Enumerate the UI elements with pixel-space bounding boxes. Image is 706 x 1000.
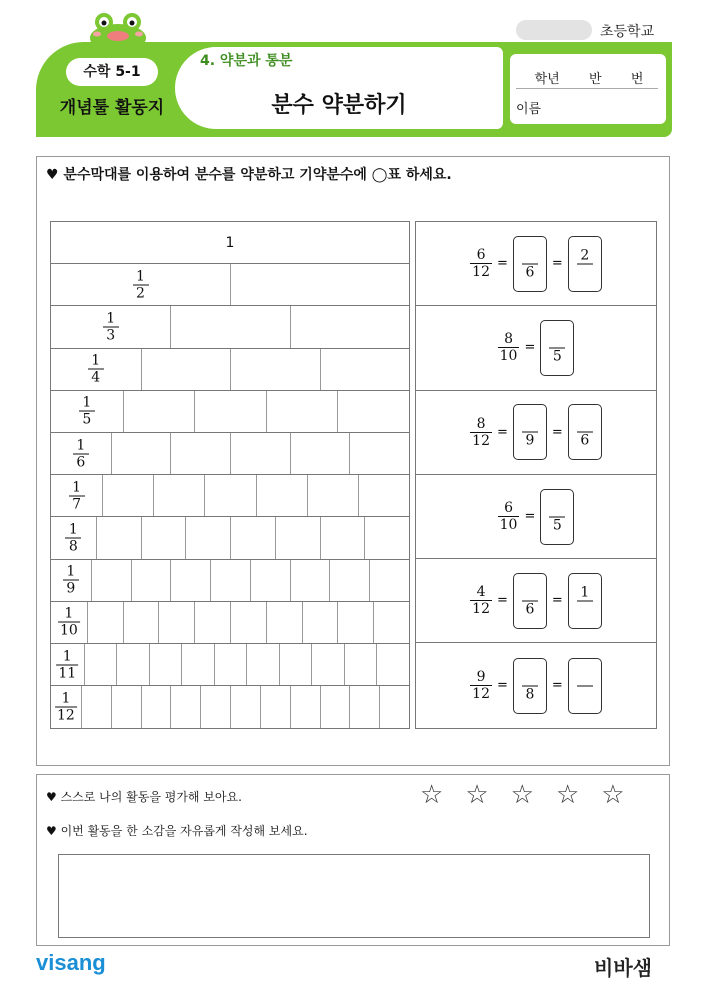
fraction bbox=[65, 521, 81, 554]
bar-row bbox=[51, 433, 409, 475]
denominator: 10 bbox=[59, 622, 78, 639]
equals-sign: = bbox=[497, 593, 508, 609]
denominator: 12 bbox=[56, 707, 75, 724]
answer-box[interactable] bbox=[513, 404, 547, 460]
bar-cell[interactable] bbox=[256, 475, 307, 516]
whole-label: 1 bbox=[225, 234, 235, 251]
numerator: 1 bbox=[62, 648, 72, 665]
bar-cell[interactable] bbox=[123, 391, 195, 432]
bar-cell[interactable] bbox=[320, 686, 350, 728]
fraction bbox=[577, 416, 593, 449]
fraction bbox=[549, 331, 565, 364]
answer-box[interactable] bbox=[513, 573, 547, 629]
fraction bbox=[69, 479, 85, 512]
problem-row bbox=[416, 222, 656, 306]
bar-cell[interactable] bbox=[111, 686, 141, 728]
bar-cell[interactable] bbox=[204, 475, 255, 516]
denominator: 8 bbox=[522, 685, 538, 702]
bar-cell[interactable] bbox=[290, 433, 350, 474]
bar-cell[interactable] bbox=[337, 391, 409, 432]
star-icon[interactable]: ☆ bbox=[555, 780, 580, 810]
equals-sign: = bbox=[524, 509, 536, 525]
bar-cell[interactable] bbox=[185, 517, 230, 558]
school-name-field[interactable] bbox=[516, 20, 592, 40]
bar-cell[interactable] bbox=[200, 686, 230, 728]
fraction bbox=[522, 247, 538, 280]
bar-row bbox=[51, 306, 409, 348]
activity-title: 개념툴 활동지 bbox=[59, 98, 165, 118]
denominator: 10 bbox=[499, 517, 518, 534]
unit-label: 4. 약분과 통분 bbox=[200, 53, 293, 69]
divider bbox=[516, 88, 658, 89]
equals-sign: = bbox=[551, 256, 563, 272]
fraction bbox=[577, 584, 593, 617]
bar-cell[interactable] bbox=[373, 602, 409, 643]
answer-box[interactable] bbox=[540, 489, 574, 545]
denominator: 9 bbox=[522, 432, 538, 449]
bar-row bbox=[51, 560, 409, 602]
denominator: 12 bbox=[472, 264, 490, 281]
numerator: 1 bbox=[580, 584, 590, 601]
fraction bbox=[470, 247, 492, 280]
fraction bbox=[88, 353, 104, 386]
grade-label: 학년 bbox=[534, 72, 560, 87]
denominator: 6 bbox=[577, 432, 593, 449]
numerator bbox=[552, 500, 562, 516]
bar-row bbox=[51, 686, 409, 728]
bar-row bbox=[51, 602, 409, 644]
numerator: 8 bbox=[504, 331, 513, 348]
star-icon[interactable]: ☆ bbox=[465, 780, 489, 810]
bar-row bbox=[51, 349, 409, 391]
bar-cell[interactable] bbox=[141, 349, 231, 390]
bar-cell[interactable] bbox=[250, 560, 290, 601]
problem-row bbox=[416, 559, 656, 643]
bar-cell[interactable] bbox=[302, 602, 338, 643]
answer-box[interactable] bbox=[540, 320, 574, 376]
answer-box[interactable] bbox=[513, 236, 547, 292]
bar-cell[interactable] bbox=[141, 517, 186, 558]
numerator: 1 bbox=[76, 437, 86, 454]
equals-sign: = bbox=[551, 593, 563, 609]
bar-cell[interactable] bbox=[358, 475, 409, 516]
answer-box[interactable] bbox=[568, 404, 602, 460]
bar-cell[interactable] bbox=[214, 644, 247, 685]
denominator bbox=[577, 685, 593, 702]
numerator bbox=[552, 331, 562, 347]
fraction-bars bbox=[50, 221, 410, 729]
answer-box[interactable] bbox=[568, 236, 602, 292]
denominator: 6 bbox=[522, 600, 538, 617]
bar-cell[interactable] bbox=[307, 475, 358, 516]
star-icon[interactable]: ☆ bbox=[601, 780, 625, 810]
bar-row bbox=[51, 391, 409, 433]
fraction bbox=[470, 669, 492, 702]
reflection-prompt: ♥ 이번 활동을 한 소감을 자유롭게 작성해 보세요. bbox=[46, 824, 308, 838]
bar-cell[interactable] bbox=[379, 686, 409, 728]
bar-cell[interactable] bbox=[87, 602, 123, 643]
denominator: 6 bbox=[522, 263, 538, 280]
equals-sign: = bbox=[497, 256, 508, 272]
numerator: 9 bbox=[476, 669, 486, 686]
bar-cell[interactable] bbox=[51, 349, 141, 390]
numerator: 4 bbox=[476, 584, 486, 601]
bar-cell[interactable] bbox=[369, 560, 409, 601]
denominator: 12 bbox=[472, 432, 490, 449]
numerator: 6 bbox=[504, 500, 513, 517]
bar-cell[interactable] bbox=[170, 686, 200, 728]
fraction bbox=[73, 437, 89, 470]
bar-cell[interactable] bbox=[81, 686, 111, 728]
instruction: ♥ 분수막대를 이용하여 분수를 약분하고 기약분수에 ◯표 하세요. bbox=[46, 167, 452, 183]
fraction bbox=[498, 331, 520, 364]
bar-cell[interactable] bbox=[51, 475, 102, 516]
bar-cell[interactable] bbox=[84, 644, 117, 685]
bar-cell[interactable] bbox=[194, 391, 266, 432]
denominator: 6 bbox=[73, 453, 89, 470]
denominator: 5 bbox=[549, 347, 565, 364]
frog-mascot-icon bbox=[88, 12, 148, 46]
fraction bbox=[55, 691, 77, 724]
bar-cell[interactable] bbox=[320, 349, 410, 390]
denominator: 7 bbox=[69, 495, 85, 512]
answer-box[interactable] bbox=[568, 573, 602, 629]
bar-row bbox=[51, 475, 409, 517]
numerator: 6 bbox=[476, 247, 486, 264]
problem-row bbox=[416, 306, 656, 390]
reflection-input[interactable] bbox=[58, 854, 650, 938]
bar-row-whole bbox=[51, 222, 409, 264]
fraction bbox=[79, 395, 95, 428]
bar-cell[interactable] bbox=[290, 560, 330, 601]
bar-cell[interactable] bbox=[51, 306, 170, 347]
denominator: 8 bbox=[65, 537, 81, 554]
numerator bbox=[525, 669, 535, 685]
bar-cell[interactable] bbox=[266, 602, 302, 643]
denominator bbox=[577, 263, 593, 280]
bar-cell[interactable] bbox=[141, 686, 171, 728]
bar-cell[interactable] bbox=[131, 560, 171, 601]
fraction bbox=[577, 669, 593, 702]
visang-logo: visang bbox=[36, 950, 106, 975]
denominator: 4 bbox=[88, 369, 104, 386]
bar-cell[interactable] bbox=[320, 517, 365, 558]
fraction bbox=[133, 268, 149, 301]
bar-cell[interactable] bbox=[181, 644, 214, 685]
grade-fields[interactable] bbox=[520, 68, 658, 87]
bar-cell[interactable] bbox=[349, 686, 379, 728]
problem-row bbox=[416, 475, 656, 559]
bar-cell[interactable] bbox=[230, 602, 266, 643]
bar-cell[interactable] bbox=[260, 686, 290, 728]
bar-row bbox=[51, 644, 409, 686]
bar-cell[interactable] bbox=[51, 644, 84, 685]
bar-cell[interactable] bbox=[51, 264, 230, 305]
bar-cell[interactable] bbox=[290, 306, 409, 347]
equals-sign: = bbox=[524, 340, 536, 356]
equals-sign: = bbox=[551, 424, 563, 440]
bar-cell[interactable] bbox=[344, 644, 377, 685]
numerator bbox=[580, 416, 590, 432]
numerator: 1 bbox=[136, 268, 145, 285]
bar-cell[interactable] bbox=[51, 686, 81, 728]
bar-cell[interactable] bbox=[230, 433, 290, 474]
denominator bbox=[577, 600, 593, 617]
bar-cell[interactable] bbox=[149, 644, 182, 685]
denominator: 5 bbox=[79, 411, 95, 428]
school-label: 초등학교 bbox=[600, 24, 655, 40]
fraction bbox=[549, 500, 565, 533]
bar-cell[interactable] bbox=[349, 433, 409, 474]
bar-cell[interactable] bbox=[230, 264, 409, 305]
numerator bbox=[580, 669, 590, 685]
bar-cell[interactable] bbox=[158, 602, 194, 643]
bar-cell[interactable] bbox=[170, 306, 289, 347]
bar-cell[interactable] bbox=[337, 602, 373, 643]
fraction bbox=[498, 500, 520, 533]
numerator: 1 bbox=[106, 310, 116, 327]
numerator: 8 bbox=[476, 415, 486, 432]
denominator: 12 bbox=[472, 601, 490, 618]
numerator: 1 bbox=[68, 521, 78, 538]
numerator: 1 bbox=[72, 479, 82, 496]
numerator: 1 bbox=[61, 690, 71, 707]
denominator: 10 bbox=[499, 348, 518, 365]
bar-cell[interactable] bbox=[230, 349, 320, 390]
denominator: 2 bbox=[133, 284, 149, 301]
fraction bbox=[63, 564, 79, 597]
numerator: 1 bbox=[64, 605, 74, 622]
page-title: 분수 약분하기 bbox=[271, 93, 407, 118]
bar-cell[interactable] bbox=[51, 391, 123, 432]
star-icon[interactable]: ☆ bbox=[420, 780, 444, 810]
fraction bbox=[522, 669, 538, 702]
bar-cell[interactable] bbox=[290, 686, 320, 728]
problem-column bbox=[415, 221, 657, 729]
denominator: 12 bbox=[472, 686, 490, 703]
bar-cell[interactable] bbox=[230, 686, 260, 728]
fraction bbox=[522, 416, 538, 449]
equals-sign: = bbox=[497, 424, 508, 440]
bar-cell[interactable] bbox=[376, 644, 409, 685]
fraction bbox=[470, 416, 492, 449]
answer-box[interactable] bbox=[513, 658, 547, 714]
subject-pill: 수학 5-1 bbox=[66, 58, 158, 86]
numerator bbox=[525, 247, 535, 263]
bar-cell[interactable] bbox=[329, 560, 369, 601]
bar-cell[interactable] bbox=[230, 517, 275, 558]
bar-cell[interactable] bbox=[51, 560, 91, 601]
bar-cell[interactable] bbox=[96, 517, 141, 558]
fraction bbox=[103, 310, 119, 343]
numerator: 2 bbox=[580, 247, 590, 264]
bar-cell[interactable] bbox=[311, 644, 344, 685]
bar-cell[interactable] bbox=[51, 517, 96, 558]
self-eval-prompt: ♥ 스스로 나의 활동을 평가해 보아요. bbox=[46, 790, 242, 804]
equals-sign: = bbox=[497, 678, 508, 694]
numerator: 1 bbox=[66, 563, 76, 580]
star-rating[interactable] bbox=[420, 780, 625, 810]
bar-cell[interactable] bbox=[153, 475, 204, 516]
fraction bbox=[58, 606, 80, 639]
bar-cell[interactable] bbox=[116, 644, 149, 685]
star-icon[interactable]: ☆ bbox=[510, 780, 534, 810]
fraction bbox=[470, 584, 492, 617]
fraction bbox=[577, 247, 593, 280]
denominator: 9 bbox=[63, 580, 79, 597]
denominator: 5 bbox=[549, 516, 565, 533]
numerator bbox=[525, 584, 535, 600]
bar-cell[interactable] bbox=[194, 602, 230, 643]
denominator: 3 bbox=[103, 326, 119, 343]
bar-cell[interactable] bbox=[279, 644, 312, 685]
number-label: 번 bbox=[630, 72, 644, 87]
bar-cell[interactable] bbox=[91, 560, 131, 601]
bar-cell[interactable] bbox=[51, 602, 87, 643]
bar-cell[interactable] bbox=[364, 517, 409, 558]
bar-cell[interactable] bbox=[111, 433, 171, 474]
bar-cell[interactable] bbox=[246, 644, 279, 685]
class-label: 반 bbox=[589, 72, 602, 87]
bar-cell[interactable] bbox=[170, 560, 210, 601]
answer-box[interactable] bbox=[568, 658, 602, 714]
bar-cell[interactable] bbox=[123, 602, 159, 643]
numerator: 1 bbox=[91, 352, 101, 369]
numerator: 1 bbox=[82, 394, 92, 411]
equals-sign: = bbox=[551, 678, 563, 694]
bibasaem-logo: 비바샘 bbox=[594, 956, 652, 980]
fraction bbox=[56, 648, 78, 681]
bar-row bbox=[51, 517, 409, 559]
fraction bbox=[522, 584, 538, 617]
denominator: 11 bbox=[58, 665, 77, 682]
name-label[interactable]: 이름 bbox=[516, 102, 542, 117]
bar-cell[interactable] bbox=[102, 475, 153, 516]
problem-row bbox=[416, 391, 656, 475]
bar-cell[interactable] bbox=[51, 433, 111, 474]
bar-cell[interactable] bbox=[210, 560, 250, 601]
bar-cell[interactable] bbox=[170, 433, 230, 474]
problem-row bbox=[416, 644, 656, 728]
bar-cell[interactable] bbox=[266, 391, 338, 432]
numerator bbox=[525, 416, 535, 432]
bar-cell[interactable] bbox=[275, 517, 320, 558]
bar-row bbox=[51, 264, 409, 306]
